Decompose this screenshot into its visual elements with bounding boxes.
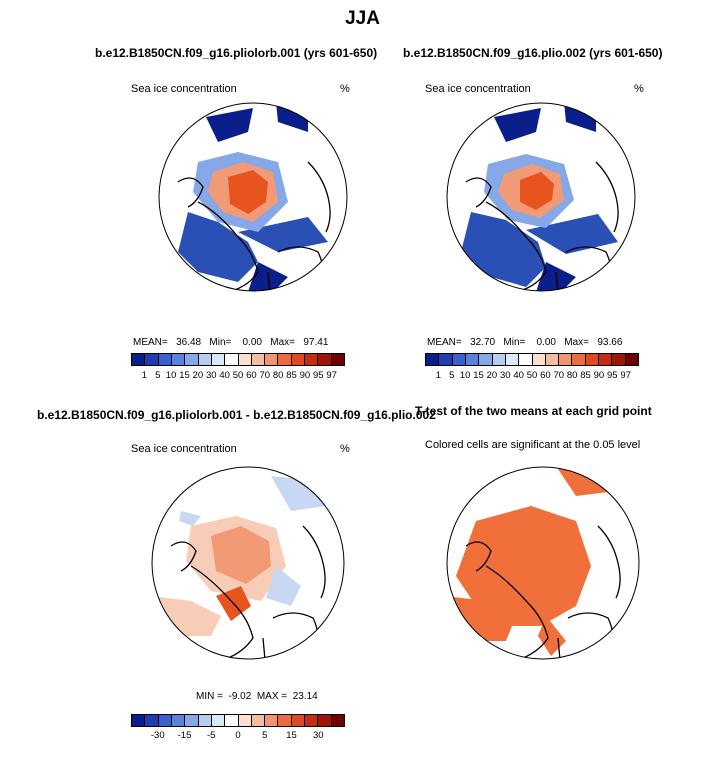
colorbar-swatch xyxy=(145,715,158,726)
colorbar-swatch xyxy=(612,354,625,365)
colorbar-swatch xyxy=(199,715,212,726)
colorbar-swatch xyxy=(239,715,252,726)
colorbar-swatch xyxy=(332,354,344,365)
colorbar-swatch xyxy=(172,354,185,365)
colorbar-tick-label: 20 xyxy=(192,370,204,381)
colorbar-tick-label: 20 xyxy=(486,370,498,381)
panel-3-variable-label: Sea ice concentration xyxy=(131,443,237,455)
colorbar-tick-label: 5 xyxy=(449,370,455,381)
colorbar-tick-label: 30 xyxy=(499,370,511,381)
colorbar-tick-label: 30 xyxy=(205,370,217,381)
colorbar-tick-label: 15 xyxy=(286,730,297,741)
colorbar-swatch xyxy=(533,354,546,365)
panel-3-title: b.e12.B1850CN.f09_g16.pliolorb.001 - b.e12.B1850CN.f09_g16.plio.002 xyxy=(37,408,436,422)
colorbar-tick-label: 80 xyxy=(566,370,578,381)
colorbar-swatch xyxy=(559,354,572,365)
colorbar-swatch xyxy=(278,354,291,365)
colorbar-swatch xyxy=(506,354,519,365)
colorbar-tick-label: 80 xyxy=(272,370,284,381)
colorbar-tick-label: 5 xyxy=(262,730,268,741)
colorbar-swatch xyxy=(212,354,225,365)
panel-3-polar-map xyxy=(151,466,345,660)
colorbar-tick-label: 10 xyxy=(459,370,471,381)
colorbar-tick-label: 90 xyxy=(299,370,311,381)
colorbar-tick-label: 15 xyxy=(179,370,190,381)
panel-4-significance-note: Colored cells are significant at the 0.05 level xyxy=(425,439,641,451)
colorbar-tick-label: 50 xyxy=(232,370,244,381)
panel-2-units-label: % xyxy=(634,83,644,95)
colorbar-swatch xyxy=(572,354,585,365)
colorbar-difference xyxy=(131,714,345,727)
colorbar-tick-label: 30 xyxy=(312,730,324,741)
colorbar-tick-label: 5 xyxy=(155,370,161,381)
colorbar-swatch xyxy=(318,715,331,726)
colorbar-swatch xyxy=(626,354,638,365)
colorbar-swatch xyxy=(225,715,238,726)
colorbar-tick-label: 50 xyxy=(526,370,538,381)
colorbar-swatch xyxy=(599,354,612,365)
colorbar-tick-label: 40 xyxy=(219,370,230,381)
colorbar-swatch xyxy=(172,715,185,726)
colorbar-tick-label: 90 xyxy=(593,370,605,381)
colorbar-tick-label: 95 xyxy=(606,370,618,381)
colorbar-swatch xyxy=(305,354,318,365)
colorbar-swatch xyxy=(439,354,452,365)
colorbar-swatch xyxy=(159,715,172,726)
colorbar-swatch xyxy=(225,354,238,365)
panel-3-stats: MIN = -9.02 MAX = 23.14 xyxy=(196,691,318,702)
colorbar-swatch xyxy=(466,354,479,365)
panel-3-units-label: % xyxy=(340,443,350,455)
colorbar-tick-label: 85 xyxy=(580,370,591,381)
panel-2-polar-map xyxy=(446,102,636,292)
colorbar-swatch xyxy=(292,354,305,365)
panel-4-polar-map xyxy=(446,466,640,660)
colorbar-tick-label: 97 xyxy=(326,370,337,381)
colorbar-swatch xyxy=(132,715,145,726)
colorbar-tick-label: 15 xyxy=(473,370,484,381)
colorbar-swatch xyxy=(159,354,172,365)
colorbar-tick-label: 95 xyxy=(312,370,324,381)
panel-1-title: b.e12.B1850CN.f09_g16.pliolorb.001 (yrs 601-650) xyxy=(95,46,378,60)
colorbar-swatch xyxy=(239,354,252,365)
colorbar-tick-label: 70 xyxy=(259,370,271,381)
panel-2-variable-label: Sea ice concentration xyxy=(425,83,531,95)
panel-4-title: T-test of the two means at each grid point xyxy=(415,404,652,418)
colorbar-top-left-labels xyxy=(131,370,345,382)
colorbar-tick-label: 1 xyxy=(435,370,442,381)
colorbar-swatch xyxy=(199,354,212,365)
colorbar-tick-label: -30 xyxy=(150,730,165,741)
colorbar-top-right-labels xyxy=(425,370,639,382)
colorbar-swatch xyxy=(212,715,225,726)
colorbar-tick-label: 97 xyxy=(620,370,631,381)
colorbar-swatch xyxy=(305,715,318,726)
colorbar-tick-label: 70 xyxy=(553,370,565,381)
colorbar-tick-label: -15 xyxy=(177,730,192,741)
panel-1-variable-label: Sea ice concentration xyxy=(131,83,237,95)
colorbar-swatch xyxy=(426,354,439,365)
colorbar-tick-label: 0 xyxy=(235,730,241,741)
colorbar-swatch xyxy=(145,354,158,365)
colorbar-swatch xyxy=(453,354,466,365)
colorbar-swatch xyxy=(265,715,278,726)
colorbar-swatch xyxy=(278,715,291,726)
colorbar-tick-label: 85 xyxy=(286,370,297,381)
colorbar-swatch xyxy=(332,715,344,726)
colorbar-swatch xyxy=(519,354,532,365)
colorbar-tick-label: 60 xyxy=(540,370,551,381)
panel-2-title: b.e12.B1850CN.f09_g16.plio.002 (yrs 601-650) xyxy=(403,46,663,60)
colorbar-tick-label: 60 xyxy=(246,370,257,381)
colorbar-swatch xyxy=(586,354,599,365)
colorbar-tick-label: 40 xyxy=(513,370,524,381)
colorbar-swatch xyxy=(318,354,331,365)
colorbar-tick-label: -5 xyxy=(207,730,216,741)
colorbar-top-right xyxy=(425,353,639,366)
figure-title: JJA xyxy=(345,8,380,29)
panel-1-polar-map xyxy=(158,102,348,292)
colorbar-swatch xyxy=(479,354,492,365)
panel-1-stats: MEAN= 36.48 Min= 0.00 Max= 97.41 xyxy=(133,337,329,348)
colorbar-swatch xyxy=(132,354,145,365)
colorbar-swatch xyxy=(252,715,265,726)
colorbar-swatch xyxy=(252,354,265,365)
colorbar-swatch xyxy=(185,354,198,365)
panel-2-stats: MEAN= 32.70 Min= 0.00 Max= 93.66 xyxy=(427,337,623,348)
colorbar-top-left xyxy=(131,353,345,366)
colorbar-swatch xyxy=(265,354,278,365)
colorbar-difference-labels xyxy=(131,730,345,742)
colorbar-swatch xyxy=(185,715,198,726)
colorbar-tick-label: 1 xyxy=(141,370,148,381)
colorbar-swatch xyxy=(292,715,305,726)
colorbar-tick-label: 10 xyxy=(165,370,177,381)
colorbar-swatch xyxy=(546,354,559,365)
colorbar-swatch xyxy=(493,354,506,365)
panel-1-units-label: % xyxy=(340,83,350,95)
